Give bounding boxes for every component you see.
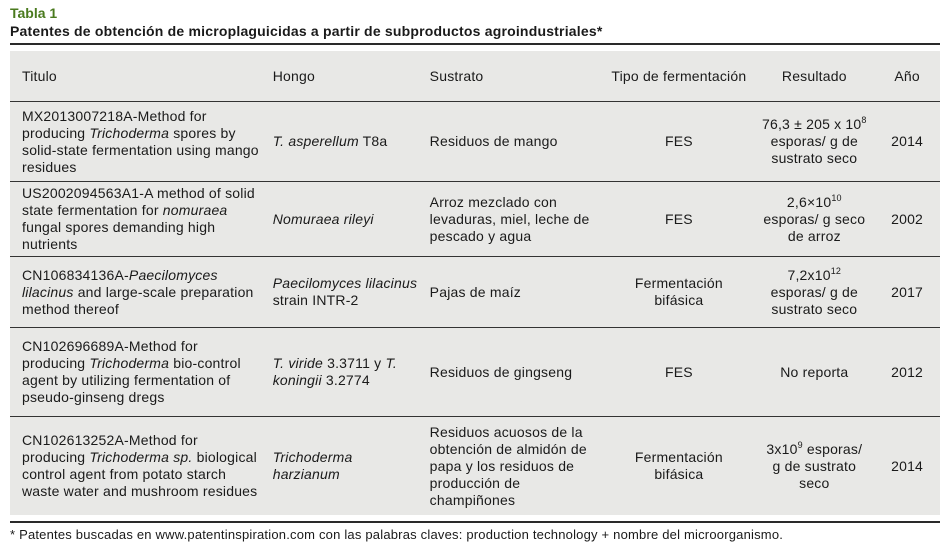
table-footnote: * Patentes buscadas en www.patentinspiration.com con las palabras claves: production technology + nombre del microorganismo. <box>10 527 784 542</box>
cell-titulo: CN102613252A-Method for producing Trichoderma sp. biological control agent from potato starch waste water and mushroom residues <box>10 417 267 516</box>
cell-anio: 2014 <box>874 417 940 516</box>
table-row <box>10 328 940 417</box>
patents-table <box>10 51 940 515</box>
cell-anio: 2017 <box>874 257 940 328</box>
cell-anio: 2014 <box>874 102 940 182</box>
cell-sustrato: Residuos de gingseng <box>424 328 604 417</box>
cell-anio: 2002 <box>874 182 940 257</box>
table-row <box>10 102 940 182</box>
header-hongo: Hongo <box>272 67 315 84</box>
table-caption <box>10 5 602 40</box>
cell-titulo: CN106834136A-Paecilomyces lilacinus and large-scale preparation method thereof <box>10 257 267 328</box>
cell-tipo: FES <box>603 102 754 182</box>
cell-resultado: $2,6\times 10^{10}$ esporas/ g seco de arroz <box>754 182 874 257</box>
table-row <box>10 417 940 516</box>
cell-titulo: US2002094563A1-A method of solid state fermentation for nomuraea fungal spores demanding high nutrients <box>10 182 267 257</box>
bottom-rule <box>10 521 940 523</box>
header-titulo: Titulo <box>22 67 57 84</box>
cell-titulo: MX2013007218A-Method for producing Trichoderma spores by solid-state fermentation using mango residues <box>10 102 267 182</box>
cell-hongo: T. viride 3.3711 y T. koningii 3.2774 <box>267 328 424 417</box>
table-row <box>10 257 940 328</box>
cell-tipo: Fermentación bifásica <box>603 257 754 328</box>
cell-tipo: Fermentación bifásica <box>603 417 754 516</box>
header-anio: Año <box>894 67 920 84</box>
cell-tipo: FES <box>603 328 754 417</box>
cell-hongo: Paecilomyces lilacinus strain INTR-2 <box>267 257 424 328</box>
cell-sustrato: Pajas de maíz <box>424 257 604 328</box>
cell-hongo: Nomuraea rileyi <box>267 182 424 257</box>
cell-sustrato: Residuos de mango <box>424 102 604 182</box>
top-rule <box>10 43 940 45</box>
header-sustrato: Sustrato <box>429 67 484 84</box>
cell-tipo: FES <box>603 182 754 257</box>
table-title: Patentes de obtención de microplaguicidas a partir de subproductos agroindustriales* <box>10 23 603 39</box>
cell-hongo: T. asperellum T8a <box>267 102 424 182</box>
cell-resultado: No reporta <box>754 328 874 417</box>
cell-anio: 2012 <box>874 328 940 417</box>
cell-resultado: $3x10^9$ esporas/ g de sustrato seco <box>754 417 874 516</box>
cell-sustrato: Arroz mezclado con levaduras, miel, leche de pescado y agua <box>424 182 604 257</box>
header-tipo: Tipo de fermentación <box>611 67 747 84</box>
cell-resultado: 76,3 ± 205 x $10^8$ esporas/ g de sustrato seco <box>754 102 874 182</box>
cell-sustrato: Residuos acuosos de la obtención de almidón de papa y los residuos de producción de champiñones <box>424 417 604 516</box>
header-resultado: Resultado <box>781 67 847 84</box>
table-row <box>10 182 940 257</box>
header-row <box>10 51 940 102</box>
cell-titulo: CN102696689A-Method for producing Trichoderma bio-control agent by utilizing fermentation of pseudo-ginseng dregs <box>10 328 267 417</box>
cell-resultado: $7,2x10^{12}$ esporas/ g de sustrato seco <box>754 257 874 328</box>
cell-hongo: Trichoderma harzianum <box>267 417 424 516</box>
table-label: Tabla 1 <box>10 5 58 21</box>
